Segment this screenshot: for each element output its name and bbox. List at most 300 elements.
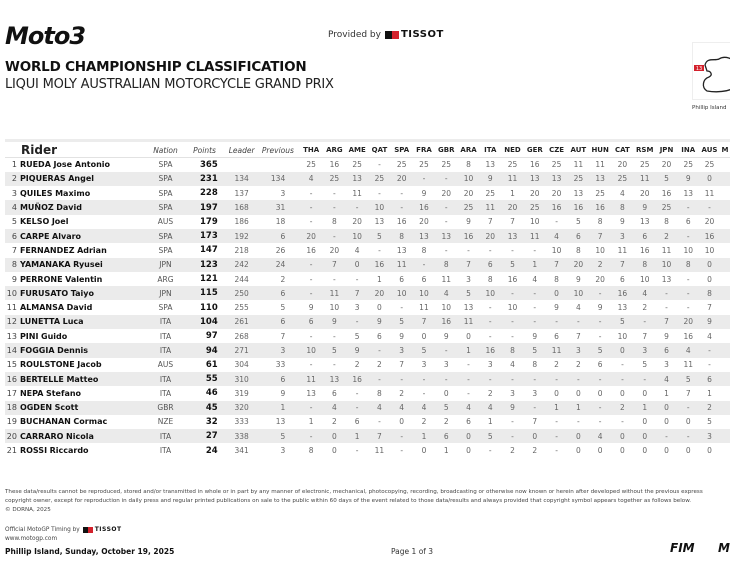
race-result-ame: 25 — [352, 160, 362, 170]
rider-name — [20, 429, 149, 443]
race-result-cat: 25 — [611, 172, 634, 186]
race-result-ita: - — [488, 446, 492, 456]
race-result-gbr: 9 — [443, 331, 449, 341]
gap-to-leader: 310 — [227, 372, 257, 386]
race-result-ina: - — [677, 401, 699, 415]
race-result-cze: 10 — [551, 245, 562, 255]
race-result-gbr: - — [435, 200, 458, 214]
rider-firstname: Riccardo — [49, 446, 89, 456]
gap-to-leader: 192 — [227, 229, 257, 243]
gap-to-previous: 6 — [257, 229, 300, 243]
gap-to-leader: 338 — [227, 429, 257, 443]
rider-points: 115 — [182, 286, 226, 300]
circuit-map — [692, 42, 730, 100]
gap-to-previous: 2 — [280, 274, 286, 284]
rider-points: 61 — [205, 359, 218, 370]
race-result-tha: - — [309, 360, 313, 370]
header-race-tha: THA — [303, 146, 320, 154]
rider-surname: ROSSI — [19, 446, 48, 456]
page-title: WORLD CHAMPIONSHIP CLASSIFICATION — [5, 59, 307, 75]
rider-name — [20, 443, 149, 457]
race-result-ger: 0 — [524, 429, 546, 443]
race-result-arg: 8 — [331, 217, 337, 227]
race-result-cze: 1 — [546, 401, 568, 415]
table-row — [5, 372, 730, 386]
race-result-jpn: 13 — [661, 274, 672, 284]
rider-points: 123 — [182, 258, 226, 272]
race-result-ina: 7 — [685, 388, 691, 398]
rider-points: 46 — [205, 388, 218, 399]
rider-position: 19 — [6, 417, 17, 427]
gap-to-previous: 3 — [280, 188, 286, 198]
header-race-ina: INA — [681, 146, 696, 154]
rider-firstname: Adrian — [77, 245, 107, 255]
website-link[interactable]: www.motogp.com — [5, 536, 58, 542]
race-result-aut: 13 — [573, 188, 584, 198]
race-result-hun: 25 — [595, 188, 605, 198]
table-row — [5, 158, 730, 172]
race-result-ita: 11 — [479, 200, 501, 214]
race-result-tha: - — [309, 331, 313, 341]
race-result-ita: 13 — [485, 160, 496, 170]
race-result-tha: - — [299, 286, 323, 300]
race-result-fra: 4 — [413, 401, 435, 415]
race-result-fra: 2 — [421, 417, 427, 427]
race-result-fra: 0 — [421, 446, 427, 456]
race-result-spa: 20 — [390, 172, 413, 186]
race-result-ger: 3 — [532, 388, 538, 398]
race-result-qat: - — [378, 245, 381, 255]
race-result-rsm: - — [634, 372, 656, 386]
race-result-clipped — [720, 315, 730, 329]
rider-firstname: Taiyo — [70, 288, 94, 298]
table-row — [5, 215, 730, 229]
race-result-ned: - — [501, 286, 524, 300]
race-result-rsm: 5 — [642, 360, 648, 370]
race-result-tha: - — [299, 401, 323, 415]
race-result-cat: 2 — [611, 401, 634, 415]
race-result-fra: - — [413, 172, 435, 186]
race-result-qat: 13 — [374, 217, 385, 227]
race-result-tha: 4 — [299, 172, 323, 186]
race-result-rsm: 3 — [634, 343, 656, 357]
header-race-rsm: RSM — [636, 146, 654, 154]
gap-to-previous: 6 — [257, 286, 300, 300]
rider-nation: SPA — [149, 172, 183, 186]
race-result-cze: 8 — [554, 274, 559, 284]
race-result-ame: - — [346, 315, 369, 329]
race-result-tha: 13 — [306, 388, 316, 398]
race-result-aut: - — [567, 315, 589, 329]
rider-firstname: Jacob — [77, 360, 102, 370]
race-result-ita: 25 — [485, 188, 496, 198]
race-result-jpn: 5 — [656, 172, 678, 186]
race-result-hun: - — [598, 417, 602, 427]
race-result-spa: 13 — [396, 245, 407, 255]
race-result-arg: - — [333, 274, 336, 284]
race-result-qat: - — [369, 343, 391, 357]
rider-points: 231 — [182, 172, 226, 186]
rider-surname: CARRARO — [19, 431, 64, 441]
rider-firstname: Dennis — [57, 346, 89, 355]
race-result-jpn: 4 — [656, 372, 678, 386]
race-result-ame: 9 — [346, 343, 369, 357]
gap-to-leader: 333 — [234, 417, 249, 427]
race-result-fra: 25 — [419, 160, 429, 170]
table-row — [5, 200, 730, 214]
race-result-spa: 0 — [399, 417, 405, 427]
gap-to-leader: 168 — [227, 200, 257, 214]
rider-nation: SPA — [158, 303, 173, 313]
rider-firstname: Matteo — [66, 374, 99, 384]
race-result-ame: 7 — [346, 286, 369, 300]
page-number: Page 1 of 3 — [391, 547, 434, 556]
race-result-ame: - — [355, 388, 359, 398]
race-result-clipped — [720, 172, 730, 186]
race-result-ita: 1 — [487, 417, 493, 427]
race-result-aus: 4 — [707, 331, 712, 341]
race-result-qat: 7 — [369, 429, 391, 443]
race-result-ger: 25 — [524, 200, 546, 214]
race-result-aut: - — [567, 372, 589, 386]
header-race-ame: AME — [348, 146, 366, 154]
race-result-arg: - — [323, 229, 346, 243]
race-result-aut: 0 — [567, 429, 589, 443]
race-result-hun: 13 — [589, 172, 611, 186]
rider-position: 2 — [5, 172, 20, 186]
race-result-arg: 2 — [331, 417, 337, 427]
provided-by — [328, 29, 444, 40]
gap-to-previous: 1 — [257, 401, 300, 415]
race-result-hun: 9 — [597, 303, 603, 313]
race-result-ita: 4 — [479, 401, 501, 415]
race-result-hun: - — [589, 372, 611, 386]
race-result-ger: 5 — [524, 343, 546, 357]
race-result-aut: 25 — [567, 172, 589, 186]
race-result-cze: 7 — [546, 258, 568, 272]
header-points: Points — [193, 145, 216, 155]
race-result-spa: - — [390, 429, 413, 443]
race-result-arg: 7 — [323, 258, 346, 272]
race-result-ame: 16 — [346, 372, 369, 386]
race-result-ara: 16 — [458, 229, 480, 243]
race-result-aut: 11 — [573, 160, 584, 170]
race-result-arg: 9 — [323, 315, 346, 329]
rider-surname: FERNANDEZ — [19, 245, 75, 255]
race-result-hun: 7 — [589, 229, 611, 243]
table-row — [5, 358, 730, 372]
rider-position: 5 — [11, 217, 17, 227]
location-date: Phillip Island, Sunday, October 19, 2025 — [5, 547, 175, 556]
race-result-rsm: 16 — [639, 245, 650, 255]
rider-firstname: Luca — [62, 317, 84, 327]
race-result-jpn: - — [656, 429, 678, 443]
rider-points: 24 — [205, 445, 218, 456]
race-result-cze: 9 — [554, 303, 559, 313]
race-result-aut: 8 — [575, 245, 581, 255]
race-result-ned: 7 — [510, 217, 515, 227]
rider-name — [20, 358, 149, 372]
race-result-clipped — [720, 415, 730, 429]
timing-tissot-wordmark: TISSOT — [94, 526, 122, 533]
rider-name — [20, 415, 149, 429]
race-result-qat: 4 — [369, 401, 391, 415]
race-result-ned: 3 — [510, 388, 515, 398]
race-result-qat: 11 — [374, 446, 385, 456]
header-race-ger: GER — [526, 146, 543, 154]
race-result-ina: 11 — [683, 360, 693, 370]
race-result-cat: - — [611, 372, 634, 386]
race-result-cze: - — [555, 417, 558, 427]
race-result-cat: 9 — [620, 217, 625, 227]
rider-points: 32 — [205, 416, 218, 427]
race-result-ger: 1 — [524, 258, 546, 272]
race-result-ara: 7 — [458, 258, 480, 272]
race-result-fra: - — [413, 258, 435, 272]
race-result-ina: 6 — [685, 217, 691, 227]
race-result-gbr: - — [444, 217, 448, 227]
header-race-ned: NED — [504, 146, 521, 154]
race-result-arg: - — [333, 331, 336, 341]
race-result-tha: 9 — [308, 303, 314, 313]
table-row — [5, 343, 730, 357]
rider-firstname: Angel — [68, 174, 94, 184]
race-result-cat: 7 — [611, 258, 634, 272]
race-result-cze: - — [555, 446, 558, 456]
rider-surname: PIQUERAS — [19, 174, 66, 184]
gap-to-previous: 33 — [275, 360, 286, 370]
race-result-rsm: 0 — [642, 446, 648, 456]
race-result-aut: 1 — [567, 401, 589, 415]
race-result-qat: 2 — [377, 360, 382, 370]
race-result-arg: 0 — [323, 429, 346, 443]
race-result-hun: 5 — [589, 343, 611, 357]
race-result-clipped — [720, 443, 730, 457]
race-result-fra: 6 — [421, 274, 427, 284]
race-result-gbr: - — [435, 172, 458, 186]
header-race-spa: SPA — [394, 146, 410, 154]
race-result-rsm: 10 — [639, 274, 650, 284]
race-result-hun: 8 — [597, 217, 603, 227]
table-row — [5, 272, 730, 286]
race-result-spa: 9 — [399, 331, 405, 341]
race-result-spa: - — [400, 188, 404, 198]
rider-position: 20 — [5, 429, 20, 443]
race-result-rsm: 0 — [642, 388, 648, 398]
race-result-aut: 20 — [567, 258, 589, 272]
race-result-ina: 9 — [677, 172, 699, 186]
gap-to-leader: 341 — [234, 446, 249, 456]
rider-nation: SPA — [158, 160, 173, 170]
race-result-spa: 16 — [396, 217, 407, 227]
gap-to-leader: 255 — [234, 303, 249, 313]
race-result-fra: 5 — [413, 343, 435, 357]
race-result-gbr: 4 — [435, 286, 458, 300]
race-result-spa: 10 — [390, 286, 413, 300]
race-result-ger: - — [524, 286, 546, 300]
race-result-hun: 6 — [597, 360, 603, 370]
gap-to-previous: 13 — [275, 417, 286, 427]
race-result-clipped — [720, 186, 730, 200]
race-result-ina: - — [677, 229, 699, 243]
race-result-ned: - — [501, 429, 524, 443]
rider-name — [20, 186, 149, 200]
race-result-clipped — [720, 386, 730, 400]
race-result-jpn: 0 — [664, 417, 669, 427]
race-result-ame: 20 — [352, 217, 362, 227]
header-nation: Nation — [153, 145, 178, 155]
header-race-gbr: GBR — [437, 146, 455, 154]
rider-nation: ITA — [159, 388, 172, 398]
tissot-icon — [385, 31, 399, 39]
race-result-ame: 1 — [346, 429, 369, 443]
gap-to-leader: 134 — [227, 172, 257, 186]
rider-surname: BERTELLE — [19, 374, 64, 384]
rider-nation: ITA — [149, 343, 183, 357]
table-row — [5, 443, 730, 457]
gap-to-previous: 3 — [257, 343, 300, 357]
race-result-aus: 20 — [704, 217, 715, 227]
rider-firstname: Valentin — [65, 274, 103, 284]
rider-points: 147 — [199, 245, 218, 256]
race-result-arg: - — [323, 200, 346, 214]
rider-name — [20, 386, 149, 400]
rider-surname: YAMANAKA — [19, 260, 71, 270]
race-result-ger: 7 — [532, 417, 538, 427]
race-result-fra: 7 — [413, 315, 435, 329]
race-result-qat: - — [378, 160, 381, 170]
race-result-jpn: 10 — [656, 258, 678, 272]
rider-nation: AUS — [157, 360, 174, 370]
race-result-ame: - — [355, 446, 359, 456]
race-result-ara: - — [467, 245, 470, 255]
race-result-ara: - — [467, 360, 470, 370]
race-result-qat: - — [378, 188, 381, 198]
race-result-ina: - — [677, 286, 699, 300]
race-result-cze: 2 — [554, 360, 559, 370]
race-result-arg: 25 — [323, 172, 346, 186]
race-result-ara: 6 — [466, 417, 471, 427]
race-result-spa: 2 — [399, 388, 405, 398]
rider-nation: ITA — [159, 331, 172, 341]
race-result-ger: 2 — [532, 446, 538, 456]
race-result-ger: - — [524, 372, 546, 386]
rider-firstname: Joel — [51, 217, 69, 227]
race-result-ned: - — [501, 315, 524, 329]
rider-nation: SPA — [149, 200, 183, 214]
rider-name — [20, 158, 149, 172]
race-result-ara: 9 — [466, 217, 471, 227]
race-result-arg: 20 — [329, 245, 340, 255]
race-result-ina: 5 — [677, 372, 699, 386]
event-subtitle: LIQUI MOLY AUSTRALIAN MOTORCYCLE GRAND PRIX — [5, 77, 334, 92]
race-result-hun: 2 — [589, 258, 611, 272]
rider-surname: ROULSTONE — [19, 360, 75, 370]
race-result-ned: 4 — [510, 360, 515, 370]
race-result-ned: 1 — [510, 188, 515, 198]
race-result-ara: 8 — [466, 160, 471, 170]
race-result-aut: 7 — [575, 331, 581, 341]
tissot-wordmark: TISSOT — [400, 29, 444, 40]
race-result-fra: 16 — [413, 200, 435, 214]
race-result-jpn: 6 — [656, 343, 678, 357]
disclaimer-line-1: These data/results cannot be reproduced, stored and/or transmitted in whole or in part by any manner of electronic, mechanical, photocopying, recording, broadcasting or otherwise now known or herein after developed without the previous express — [5, 489, 703, 495]
race-result-cat: - — [621, 417, 624, 427]
race-result-ara: 5 — [458, 286, 480, 300]
race-result-hun: - — [589, 286, 611, 300]
race-result-ame: 11 — [352, 188, 362, 198]
race-result-aut: 0 — [575, 446, 581, 456]
moto3-logo: Moto3 — [5, 22, 86, 50]
race-result-ita: 3 — [487, 360, 493, 370]
race-result-ita: - — [479, 372, 501, 386]
race-result-hun: 16 — [589, 200, 611, 214]
rider-nation: GBR — [149, 401, 183, 415]
race-result-clipped — [720, 272, 730, 286]
race-result-ned: - — [511, 417, 514, 427]
race-result-rsm: - — [634, 315, 656, 329]
race-result-hun: - — [589, 401, 611, 415]
race-result-ita: 20 — [479, 229, 501, 243]
race-result-ara: - — [467, 388, 470, 398]
table-row — [5, 429, 730, 443]
classification-table — [5, 143, 730, 458]
race-result-cze: - — [546, 429, 568, 443]
official-timing — [5, 526, 122, 533]
race-result-hun: 0 — [597, 446, 603, 456]
race-result-gbr: 2 — [443, 417, 449, 427]
race-result-rsm: 2 — [642, 303, 648, 313]
header-leader: Leader — [228, 145, 255, 155]
race-result-ame: 0 — [346, 258, 369, 272]
race-result-gbr: 1 — [443, 446, 449, 456]
rider-name — [20, 272, 149, 286]
race-result-aus: 1 — [707, 388, 712, 398]
race-result-tha: 8 — [308, 446, 314, 456]
race-result-fra: 1 — [413, 429, 435, 443]
race-result-cze: 11 — [546, 343, 568, 357]
rider-name — [20, 229, 149, 243]
rider-surname: RUEDA — [19, 160, 51, 170]
race-result-fra: - — [422, 388, 426, 398]
race-result-clipped — [720, 372, 730, 386]
race-result-aus: 6 — [699, 372, 720, 386]
race-result-spa: 5 — [390, 315, 413, 329]
race-result-gbr: - — [444, 245, 448, 255]
race-result-jpn: 11 — [661, 245, 672, 255]
race-result-clipped — [720, 300, 730, 314]
circuit-badge: 13 — [695, 66, 703, 72]
race-result-ina: 0 — [685, 446, 691, 456]
race-result-ger: - — [533, 245, 537, 255]
race-result-ame: 10 — [346, 229, 369, 243]
gap-to-previous: 134 — [257, 172, 300, 186]
race-result-ger: - — [524, 315, 546, 329]
race-result-aus: 11 — [704, 188, 715, 198]
race-result-aus: 3 — [699, 429, 720, 443]
race-result-gbr: 5 — [435, 401, 458, 415]
rider-points: 27 — [182, 429, 226, 443]
race-result-ned: 2 — [510, 446, 515, 456]
table-row — [5, 229, 730, 243]
race-result-gbr: - — [435, 343, 458, 357]
rider-name — [20, 172, 149, 186]
race-result-aus: 7 — [707, 303, 712, 313]
race-result-ame: 13 — [346, 172, 369, 186]
race-result-jpn: 16 — [661, 188, 672, 198]
race-result-spa: - — [400, 446, 404, 456]
rider-firstname: David — [66, 303, 93, 313]
